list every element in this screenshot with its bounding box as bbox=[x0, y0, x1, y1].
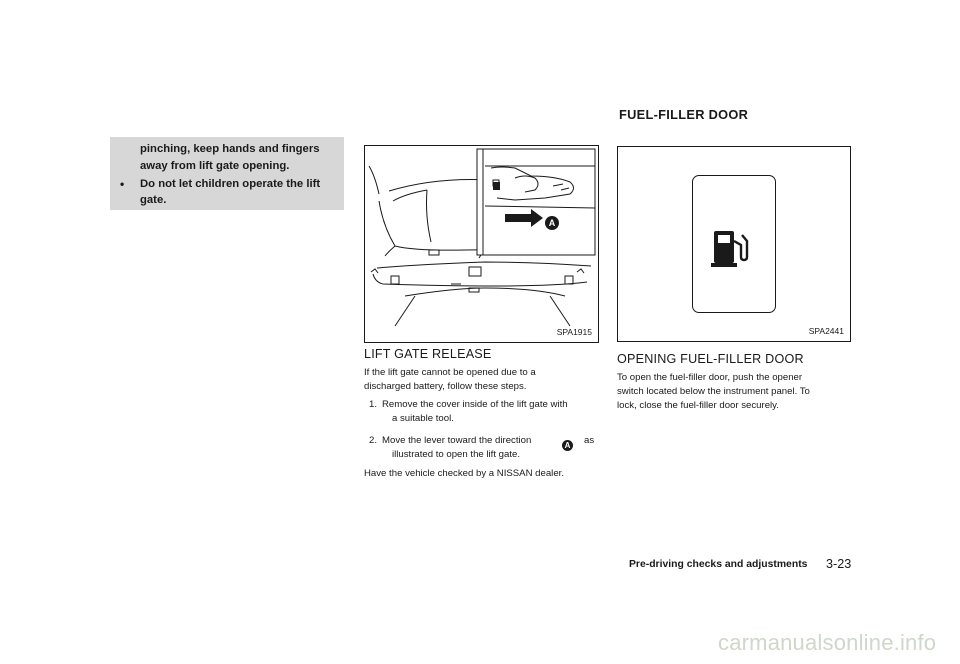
step-text: illustrated to open the lift gate. bbox=[392, 449, 520, 460]
step-text: as bbox=[584, 435, 595, 446]
fuel-door-figure bbox=[617, 146, 851, 342]
lift-gate-illustration bbox=[365, 146, 598, 342]
warning-box bbox=[110, 137, 344, 210]
callout-a-label: A bbox=[548, 218, 556, 228]
watermark: carmanualsonline.info bbox=[718, 630, 937, 655]
lift-gate-release-title: LIFT GATE RELEASE bbox=[364, 347, 492, 361]
step-text: a suitable tool. bbox=[392, 413, 454, 424]
step-text: Remove the cover inside of the lift gate with bbox=[382, 399, 568, 410]
paragraph-line: Have the vehicle checked by a NISSAN dealer. bbox=[364, 468, 564, 479]
paragraph-line: If the lift gate cannot be opened due to a bbox=[364, 367, 536, 378]
warning-line: pinching, keep hands and fingers bbox=[140, 143, 320, 155]
step-number: 1. bbox=[369, 399, 378, 410]
direction-a-label: A bbox=[562, 440, 573, 451]
warning-line: Do not let children operate the lift bbox=[140, 178, 321, 190]
figure-code: SPA1915 bbox=[556, 327, 592, 337]
fuel-filler-subtitle: OPENING FUEL-FILLER DOOR bbox=[617, 352, 804, 366]
paragraph-line: switch located below the instrument panel. To bbox=[617, 386, 810, 397]
paragraph-line: lock, close the fuel-filler door securely. bbox=[617, 400, 779, 411]
step-number: 2. bbox=[369, 435, 378, 446]
fuel-filler-section-title: FUEL-FILLER DOOR bbox=[619, 107, 749, 122]
paragraph-line: discharged battery, follow these steps. bbox=[364, 381, 527, 392]
step-text: Move the lever toward the direction bbox=[382, 435, 532, 446]
chapter-title: Pre-driving checks and adjustments bbox=[629, 559, 808, 570]
paragraph-line: To open the fuel-filler door, push the opener bbox=[617, 372, 803, 383]
warning-line: away from lift gate opening. bbox=[140, 160, 290, 172]
lift-gate-figure bbox=[364, 145, 599, 343]
inset-detail bbox=[477, 149, 595, 255]
warning-line: gate. bbox=[140, 194, 167, 206]
direction-a-icon bbox=[562, 434, 573, 452]
page-number: 3-23 bbox=[826, 557, 852, 571]
figure-code: SPA2441 bbox=[808, 326, 844, 336]
bullet-icon: • bbox=[120, 177, 125, 191]
fuel-pump-icon bbox=[711, 227, 751, 271]
